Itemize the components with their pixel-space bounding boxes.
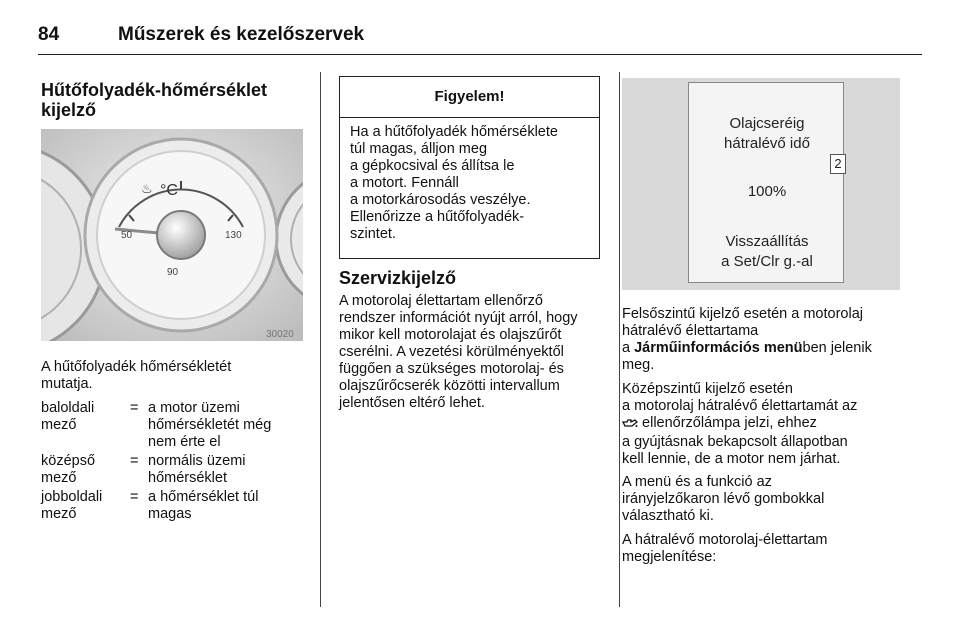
- definition-list: [41, 400, 303, 525]
- display-page-indicator: 2: [830, 154, 846, 174]
- gauge-unit-label: °C: [160, 182, 178, 199]
- gauge-tick-90: 90: [167, 267, 179, 278]
- header-rule: [38, 54, 922, 55]
- svg-text:♨: ♨: [141, 182, 153, 197]
- oil-can-icon: [622, 417, 638, 434]
- page-header: [38, 14, 922, 54]
- para-menu-selection: A menü és a funkció az irányjelzőkaron lévő gombokkal választható ki.: [622, 474, 825, 524]
- display-line-5: a Set/Clr g.-al: [721, 253, 813, 270]
- vehicle-info-menu-term: Járműinformációs menü: [634, 340, 803, 356]
- oil-life-display-illustration: [622, 78, 900, 290]
- warning-title: Figyelem!: [340, 77, 599, 118]
- page-number: 84: [38, 24, 60, 45]
- display-screen: [688, 82, 844, 283]
- coolant-gauge-illustration: [41, 129, 303, 341]
- service-text: A motorolaj élettartam ellenőrző rendszer információt nyújt arról, hogy mikor kell motorolajat és olajszűrőt cserélni. A vezetési körülményektől függően a szükséges motorolaj- és olajszűrőcserék közötti intervallum jelentősen eltérő lehet.: [339, 293, 578, 411]
- definition-row-left: baloldali mező = a motor üzemi hőmérsékletét még nem érte el: [41, 400, 272, 450]
- warning-box: [339, 76, 600, 259]
- column-divider-right: [619, 72, 620, 607]
- display-line-4: Visszaállítás: [725, 233, 809, 250]
- display-percent: 100%: [747, 183, 787, 200]
- figure-number: 30020: [266, 329, 294, 340]
- para-mid-level-display: Középszintű kijelző esetén a motorolaj hátralévő élettartamát az ellenőrzőlámpa jelzi, ehhez a gyújtásnak bekapcsolt állapotban kell lennie, de a motor nem járhat.: [622, 381, 858, 467]
- para-display-heading: A hátralévő motorolaj-élettartam megjelenítése:: [622, 532, 828, 565]
- gauge-tick-130: 130: [225, 230, 242, 241]
- coolant-heading: Hűtőfolyadék-hőmérséklet kijelző: [41, 80, 268, 120]
- display-line-1: Olajcseréig: [729, 115, 805, 132]
- chapter-title: Műszerek és kezelőszervek: [118, 24, 365, 45]
- display-line-2: hátralévő idő: [724, 135, 810, 152]
- para-top-level-display: Felsőszintű kijelző esetén a motorolaj hátralévő élettartama a Járműinformációs menüben jelenik meg.: [622, 306, 872, 373]
- gauge-tick-50: 50: [121, 230, 133, 241]
- definition-row-middle: középső mező = normális üzemi hőmérséklet: [41, 453, 246, 486]
- warning-text: Ha a hűtőfolyadék hőmérséklete túl magas, álljon meg a gépkocsival és állítsa le a motort. Fennáll a motorkárosodás veszélye. Ellenőrizze a hűtőfolyadék- szintet.: [350, 124, 558, 242]
- definition-row-right: jobboldali mező = a hőmérséklet túl magas: [41, 489, 259, 522]
- service-heading: Szervizkijelző: [339, 268, 457, 288]
- coolant-intro: A hűtőfolyadék hőmérsékletét mutatja.: [41, 359, 232, 392]
- column-divider-left: [320, 72, 321, 607]
